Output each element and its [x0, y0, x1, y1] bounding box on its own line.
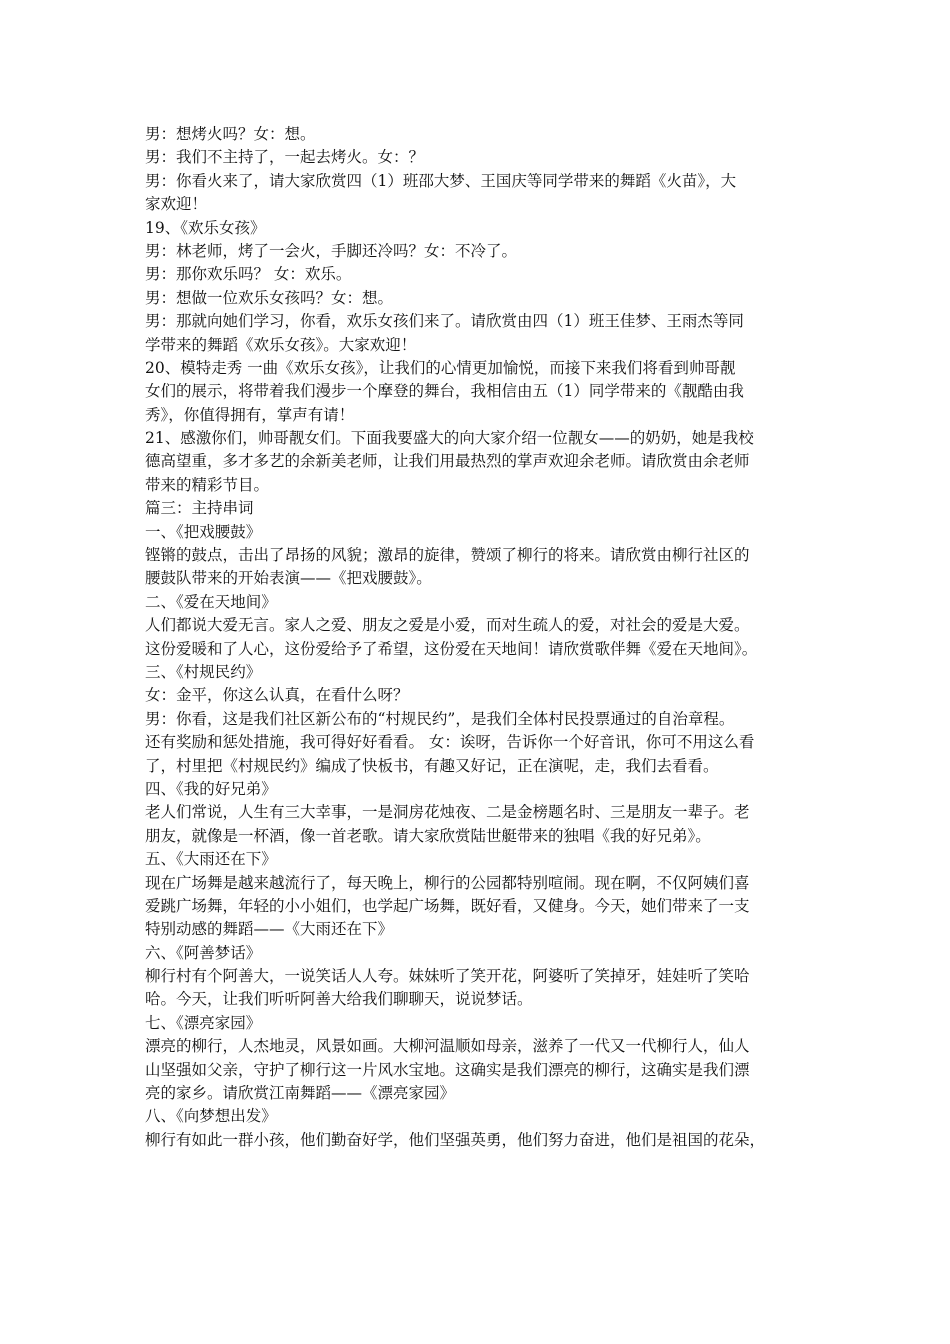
text-line: 女：金平，你这么认真，在看什么呀？ — [145, 686, 409, 705]
text-line: 这份爱暖和了人心，这份爱给予了希望，这份爱在天地间！请欣赏歌伴舞《爱在天地间》。 — [145, 639, 758, 658]
text-line: 学带来的舞蹈《欢乐女孩》。大家欢迎！ — [145, 335, 417, 354]
section-heading: 五、《大雨还在下》 — [145, 850, 277, 869]
document-body — [145, 123, 815, 1152]
section-heading: 三、《村规民约》 — [145, 662, 262, 681]
text-line: 男：你看火来了，请大家欣赏四（1）班邵大梦、王国庆等同学带来的舞蹈《火苗》，大 — [145, 171, 737, 190]
text-line: 20、模特走秀 一曲《欢乐女孩》，让我们的心情更加愉悦，而接下来我们将看到帅哥靓 — [145, 358, 736, 377]
text-line: 21、感激你们，帅哥靓女们。下面我要盛大的向大家介绍一位靓女——的奶奶，她是我校 — [145, 429, 754, 448]
text-line: 男：我们不主持了，一起去烤火。女：？ — [145, 148, 425, 167]
text-line: 亮的家乡。请欣赏江南舞蹈——《漂亮家园》 — [145, 1084, 456, 1103]
text-line: 男：你看，这是我们社区新公布的“村规民约”，是我们全体村民投票通过的自治章程。 — [145, 709, 735, 728]
section-heading: 一、《把戏腰鼓》 — [145, 522, 262, 541]
text-line: 还有奖励和惩处措施，我可得好好看看。 女：诶呀，告诉你一个好音讯，你可不用这么看 — [145, 733, 755, 752]
text-line: 腰鼓队带来的开始表演——《把戏腰鼓》。 — [145, 569, 432, 588]
text-line: 男：那你欢乐吗？ 女：欢乐。 — [145, 265, 352, 284]
text-line: 男：想做一位欢乐女孩吗？女：想。 — [145, 288, 394, 307]
text-line: 人们都说大爱无言。家人之爱、朋友之爱是小爱，而对生疏人的爱，对社会的爱是大爱。 — [145, 616, 750, 635]
text-line: 哈。今天，让我们听听阿善大给我们聊聊天，说说梦话。 — [145, 990, 533, 1009]
text-line: 女们的展示，将带着我们漫步一个摩登的舞台，我相信由五（1）同学带来的《靓酷由我 — [145, 382, 744, 401]
text-line: 漂亮的柳行，人杰地灵，风景如画。大柳河温顺如母亲，滋养了一代又一代柳行人，仙人 — [145, 1037, 750, 1056]
text-line: 朋友，就像是一杯酒，像一首老歌。请大家欣赏陆世艇带来的独唱《我的好兄弟》。 — [145, 826, 711, 845]
section-heading: 七、《漂亮家园》 — [145, 1013, 262, 1032]
section-heading: 二、《爱在天地间》 — [145, 592, 277, 611]
text-line: 柳行有如此一群小孩，他们勤奋好学，他们坚强英勇，他们努力奋进，他们是祖国的花朵， — [145, 1130, 766, 1149]
text-line: 铿锵的鼓点，击出了昂扬的风貌；激昂的旋律，赞颂了柳行的将来。请欣赏由柳行社区的 — [145, 546, 750, 565]
text-line: 爱跳广场舞，年轻的小小姐们，也学起广场舞，既好看，又健身。今天，她们带来了一支 — [145, 896, 750, 915]
text-line: 带来的精彩节目。 — [145, 475, 270, 494]
chapter-heading: 篇三：主持串词 — [145, 499, 254, 518]
text-line: 现在广场舞是越来越流行了，每天晚上，柳行的公园都特别喧闹。现在啊，不仅阿姨们喜 — [145, 873, 750, 892]
text-line: 了，村里把《村规民约》编成了快板书，有趣又好记，正在演呢，走，我们去看看。 — [145, 756, 719, 775]
text-line: 家欢迎！ — [145, 195, 208, 214]
text-line: 德高望重，多才多艺的余新美老师，让我们用最热烈的掌声欢迎余老师。请欣赏由余老师 — [145, 452, 750, 471]
text-line: 山坚强如父亲，守护了柳行这一片风水宝地。这确实是我们漂亮的柳行，这确实是我们漂 — [145, 1060, 750, 1079]
text-line: 特别动感的舞蹈——《大雨还在下》 — [145, 920, 394, 939]
section-heading: 六、《阿善梦话》 — [145, 943, 262, 962]
section-heading: 19、《欢乐女孩》 — [145, 218, 266, 237]
text-line: 老人们常说，人生有三大幸事，一是洞房花烛夜、二是金榜题名时、三是朋友一辈子。老 — [145, 803, 750, 822]
section-heading: 四、《我的好兄弟》 — [145, 779, 277, 798]
section-heading: 八、《向梦想出发》 — [145, 1107, 277, 1126]
text-line: 柳行村有个阿善大，一说笑话人人夸。妹妹听了笑开花，阿婆听了笑掉牙，娃娃听了笑哈 — [145, 967, 750, 986]
text-line: 男：想烤火吗？女：想。 — [145, 125, 316, 143]
text-line: 秀》，你值得拥有，掌声有请！ — [145, 405, 355, 424]
text-line: 男：那就向她们学习，你看，欢乐女孩们来了。请欣赏由四（1）班王佳梦、王雨杰等同 — [145, 312, 744, 331]
text-line: 男：林老师，烤了一会火，手脚还冷吗？女：不冷了。 — [145, 241, 518, 260]
